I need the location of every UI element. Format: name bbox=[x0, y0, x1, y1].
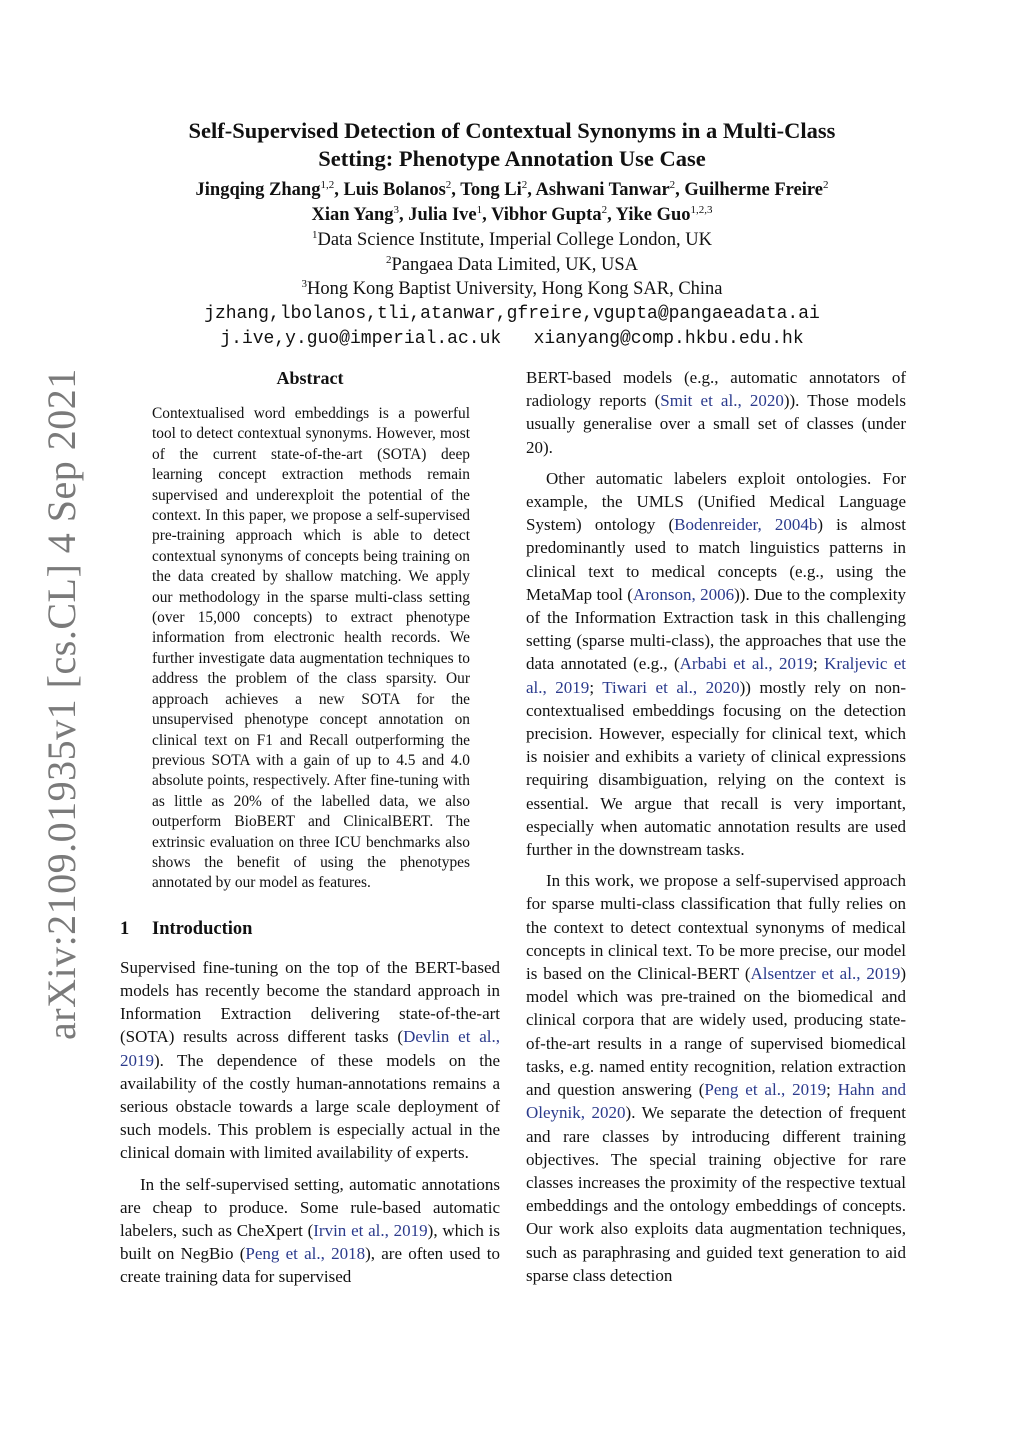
section-heading bbox=[120, 916, 500, 942]
citation-link[interactable]: Alsentzer et al., 2019 bbox=[750, 964, 901, 984]
author-list bbox=[120, 178, 904, 228]
affiliation: $^3$Hong Kong Baptist University, Hong Kong SAR, China bbox=[301, 278, 723, 299]
paragraph-text: )). Due to the complexity of the Information Extraction task in this challenging setting (sparse multi-class), the approaches that use the data annotated (e.g., ( bbox=[526, 584, 907, 674]
arxiv-id-text: arXiv:2109.01935v1 [cs.CL] 4 Sep 2021 bbox=[39, 368, 84, 1040]
paragraph-text: Supervised fine-tuning on the top of the BERT-based models has recently become the standard approach in Information Extraction delivering state-of-the-art (SOTA) results across different tasks ( bbox=[120, 957, 500, 1047]
section-number: 1 bbox=[120, 918, 130, 939]
paragraph-text: In the self-supervised setting, automatic annotations are cheap to produce. Some rule-based automatic labelers, such as CheXpert ( bbox=[120, 1174, 500, 1240]
paragraph-text: ), are often used to create training data for supervised bbox=[120, 1244, 500, 1287]
paragraph-text: ; bbox=[826, 1080, 838, 1100]
citation-link[interactable]: Devlin et al., 2019 bbox=[120, 1027, 500, 1070]
title-line-2: Setting: Phenotype Annotation Use Case bbox=[318, 146, 706, 171]
affiliation: $^2$Pangaea Data Limited, UK, USA bbox=[385, 253, 639, 275]
author: Ashwani Tanwar$^2$, bbox=[535, 179, 685, 200]
paragraph-text: ) is almost predominantly used to match linguistics patterns in clinical text to medical concepts (e.g., using the MetaMap tool ( bbox=[526, 515, 906, 604]
author: Julia Ive$^1$, bbox=[408, 204, 492, 225]
paper-header bbox=[120, 117, 904, 352]
paragraph-text: Other automatic labelers exploit ontologies. For example, the UMLS (Unified Medical Language System) ontology ( bbox=[526, 468, 906, 535]
citation-link[interactable]: Aronson, 2006 bbox=[632, 584, 735, 604]
author: Tong Li$^2$, bbox=[460, 179, 536, 200]
paragraph-text: ). We separate the detection of frequent and rare classes by introducing different training objectives. The special training objective for rare classes increases the proximity of the respective textual embeddings and the ontology embeddings of concepts. Our work also exploits data augmentation techniques, such as paraphrasing and guided text generation to aid sparse class detection bbox=[526, 1103, 906, 1285]
email-line-2: j.ive,y.guo@imperial.ac.uk xianyang@comp.hkbu.edu.hk bbox=[220, 328, 804, 349]
intro-paragraph-2 bbox=[120, 1173, 500, 1289]
citation-link[interactable]: Tiwari et al., 2020 bbox=[602, 677, 740, 697]
citation-link[interactable]: Smit et al., 2020 bbox=[660, 391, 784, 411]
author: Yike Guo$^{1,2,3}$ bbox=[615, 204, 713, 225]
paragraph-text: )). Those models usually generalise over a small set of classes (under 20). bbox=[526, 391, 906, 457]
intro-paragraph-1 bbox=[120, 956, 500, 1165]
right-column bbox=[526, 366, 906, 1287]
citation-link[interactable]: Bodenreider, 2004b bbox=[674, 515, 818, 535]
citation-link[interactable]: Peng et al., 2019 bbox=[704, 1080, 827, 1100]
right-paragraph-3 bbox=[526, 869, 906, 1287]
paragraph-text: ; bbox=[589, 677, 603, 697]
email-line-1: jzhang,lbolanos,tli,atanwar,gfreire,vgupta@pangaeadata.ai bbox=[204, 303, 820, 324]
citation-link[interactable]: Arbabi et al., 2019 bbox=[679, 654, 814, 674]
citation-link[interactable]: Hahn and Oleynik, 2020 bbox=[526, 1080, 906, 1123]
paragraph-text: )) mostly rely on non-contextualised embeddings focusing on the detection precision. However, especially for clinical text, which is noisier and exhibits a variety of clinical expressions requiring disambiguation, relying on the context is essential. We argue that recall is very important, especially when automatic annotation results are used further in the downstream tasks. bbox=[526, 677, 906, 860]
right-paragraph-2 bbox=[526, 467, 906, 861]
citation-link[interactable]: Peng et al., 2018 bbox=[245, 1244, 366, 1264]
paragraph-text: BERT-based models (e.g., automatic annotators of radiology reports ( bbox=[526, 368, 906, 411]
author: Vibhor Gupta$^2$, bbox=[491, 204, 616, 225]
paper-title bbox=[120, 117, 904, 173]
paragraph-text: ) model which was pre-trained on the biomedical and clinical corpora that are widely used, producing state-of-the-art results in a range of supervised biomedical tasks, e.g. named entity recognition, relation extraction and question answering ( bbox=[526, 964, 906, 1100]
citation-link[interactable]: Kraljevic et al., 2019 bbox=[526, 654, 907, 697]
abstract-heading: Abstract bbox=[276, 368, 344, 388]
author-line-2 bbox=[120, 203, 904, 228]
paragraph-text: ; bbox=[813, 654, 825, 674]
author: Jingqing Zhang$^{1,2}$, bbox=[195, 179, 344, 200]
section-title: Introduction bbox=[152, 918, 253, 939]
author: Luis Bolanos$^2$, bbox=[343, 179, 461, 200]
citation-link[interactable]: Irvin et al., 2019 bbox=[313, 1220, 428, 1240]
paragraph-text: ). The dependence of these models on the availability of the costly human-annotations remains a serious obstacle towards a large scale deployment of such models. This problem is especially actual in the clinical domain with limited availability of experts. bbox=[120, 1050, 500, 1163]
paragraph-text: ), which is built on NegBio ( bbox=[120, 1220, 500, 1264]
author-line-1 bbox=[120, 178, 904, 203]
abstract-text: Contextualised word embeddings is a powerful tool to detect contextual synonyms. However, most of the current state-of-the-art (SOTA) deep learning concept extraction methods remain supervised and underexploit the potential of the context. In this paper, we propose a self-supervised pre-training approach which is able to detect contextual synonyms of concepts being training on the data created by shallow matching. We apply our methodology in the sparse multi-class setting (over 15,000 concepts) to extract phenotype information from electronic health records. We further investigate data augmentation techniques to address the problem of the class sparsity. Our approach achieves a new SOTA for the unsupervised phenotype concept annotation on clinical text on F1 and Recall outperforming the previous SOTA with a gain of up to 4.5 and 4.0 absolute points, respectively. After fine-tuning with as little as 20% of the labelled data, we also outperform BioBERT and ClinicalBERT. The extrinsic evaluation on three ICU benchmarks also shows the benefit of using the phenotypes annotated by our model as features. bbox=[152, 405, 470, 892]
author: Xian Yang$^3$, bbox=[311, 204, 409, 225]
author: Guilherme Freire$^2$ bbox=[684, 179, 829, 200]
affiliation: $^1$Data Science Institute, Imperial College London, UK bbox=[311, 229, 713, 250]
left-column bbox=[120, 366, 500, 1289]
right-paragraph-1 bbox=[526, 366, 906, 459]
title-line-1: Self-Supervised Detection of Contextual Synonyms in a Multi-Class bbox=[188, 118, 836, 143]
arxiv-identifier bbox=[30, 368, 90, 1050]
paragraph-text: In this work, we propose a self-supervised approach for sparse multi-class classification that fully relies on the context to detect contextual synonyms of medical concepts in clinical text. To be more precise, our model is based on the Clinical-BERT ( bbox=[526, 871, 906, 984]
